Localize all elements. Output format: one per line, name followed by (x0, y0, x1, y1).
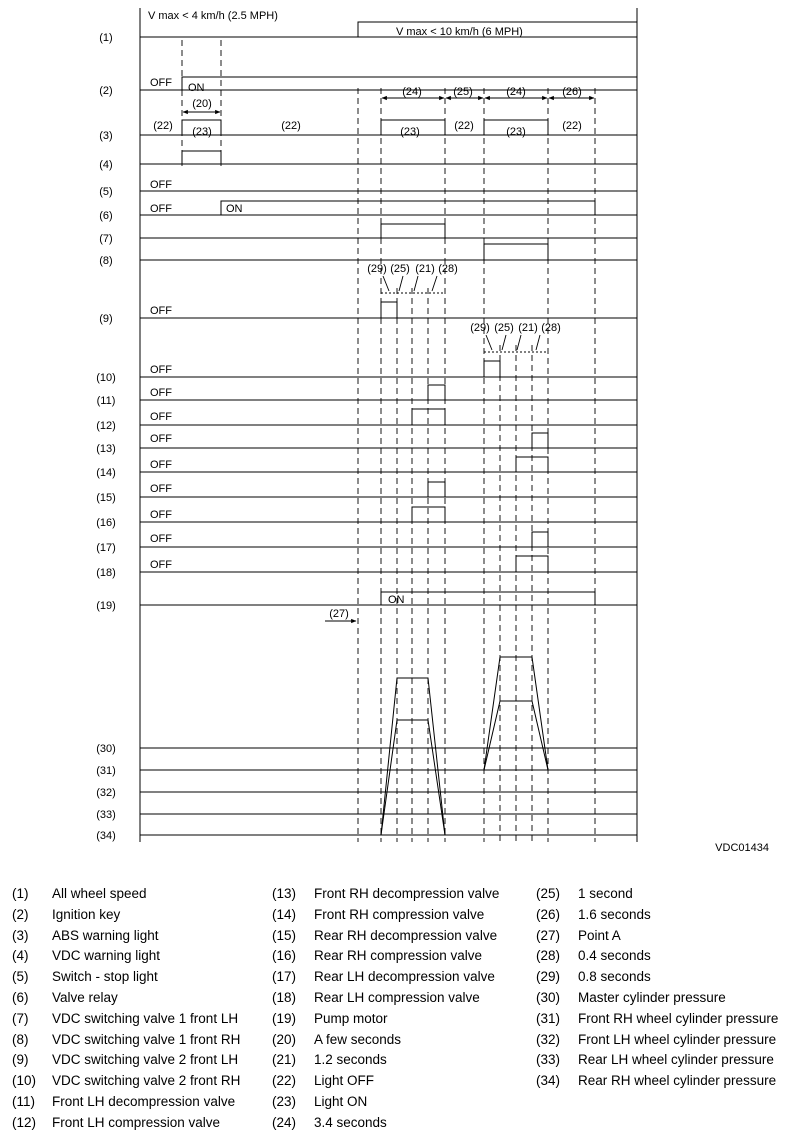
legend-text: All wheel speed (52, 886, 147, 901)
legend-number: (2) (12, 906, 29, 922)
legend-item (272, 905, 499, 926)
legend-number: (34) (536, 1073, 561, 1089)
signal-trace (140, 22, 637, 37)
legend-text: Front RH wheel cylinder pressure (578, 1010, 779, 1026)
legend-number: (23) (272, 1093, 297, 1109)
pressure-trace (381, 678, 445, 835)
legend-number: (28) (536, 948, 561, 964)
speed-low-label: V max < 4 km/h (2.5 MPH) (148, 10, 278, 22)
legend-text: 0.4 seconds (578, 948, 651, 964)
off-label: OFF (150, 459, 172, 471)
legend-text: Front LH compression valve (52, 1114, 221, 1130)
legend-text: ABS warning light (52, 927, 159, 943)
legend-text: Front LH decompression valve (52, 1093, 236, 1109)
row-id: (34) (96, 830, 116, 842)
legend-item (12, 1050, 240, 1071)
legend-item (272, 1030, 499, 1051)
label-leader (502, 335, 506, 350)
legend-text: Ignition key (52, 906, 121, 922)
signal-trace (381, 224, 445, 238)
label-20: (20) (192, 98, 212, 110)
row-id: (1) (99, 32, 113, 44)
legend-text: Light ON (314, 1093, 368, 1109)
off-label: OFF (150, 305, 172, 317)
speed-high-label: V max < 10 km/h (6 MPH) (396, 26, 523, 38)
label-leader (517, 335, 521, 350)
legend-text: Front RH compression valve (314, 906, 485, 922)
row-id: (5) (99, 186, 113, 198)
legend-item (536, 1030, 778, 1051)
legend-number: (5) (12, 969, 29, 985)
off-label: OFF (150, 433, 172, 445)
signal-trace (484, 361, 500, 377)
pressure-trace (484, 657, 548, 770)
legend-text: Rear RH decompression valve (314, 927, 498, 943)
legend-item (272, 988, 499, 1009)
legend-text: Rear RH wheel cylinder pressure (578, 1073, 777, 1089)
label-24: (24) (506, 86, 526, 98)
signal-trace (140, 201, 637, 215)
legend-number: (27) (536, 927, 561, 943)
legend-text: 1.6 seconds (578, 906, 651, 922)
legend-number: (24) (272, 1114, 297, 1130)
off-label: OFF (150, 203, 172, 215)
row-id: (33) (96, 809, 116, 821)
legend-item (272, 1050, 499, 1071)
label-leader (399, 276, 403, 291)
signal-trace (412, 507, 445, 522)
legend-text: Master cylinder pressure (578, 989, 726, 1005)
legend-number: (18) (272, 989, 297, 1005)
legend-text: 3.4 seconds (314, 1114, 387, 1130)
label-22: (22) (281, 120, 301, 132)
legend-number: (14) (272, 906, 297, 922)
off-label: OFF (150, 364, 172, 376)
legend-item (536, 1050, 778, 1071)
legend-item (12, 1009, 240, 1030)
row-id: (11) (96, 395, 116, 407)
label-29: (29) (470, 322, 490, 334)
row-id: (30) (96, 743, 116, 755)
legend-text: Front LH wheel cylinder pressure (578, 1031, 777, 1047)
legend-column-3 (536, 884, 778, 1092)
row-id: (7) (99, 233, 113, 245)
legend-text: 1 second (578, 886, 633, 901)
legend-item (272, 926, 499, 947)
legend-item (272, 1092, 499, 1113)
legend-number: (29) (536, 969, 561, 985)
legend-text: VDC switching valve 1 front LH (52, 1010, 239, 1026)
signal-trace (532, 433, 548, 448)
legend-column-1 (12, 884, 240, 1134)
legend-number: (3) (12, 927, 29, 943)
label-21: (21) (415, 263, 435, 275)
legend-number: (17) (272, 969, 297, 985)
label-23: (23) (192, 126, 212, 138)
row-id: (10) (96, 372, 116, 384)
legend-item (12, 1113, 240, 1134)
legend-item (536, 967, 778, 988)
signal-trace (182, 151, 221, 164)
legend-number: (32) (536, 1031, 561, 1047)
signal-trace (412, 409, 445, 425)
row-id: (19) (96, 600, 116, 612)
label-leader (432, 276, 437, 291)
legend-item (12, 926, 240, 947)
legend-number: (16) (272, 948, 297, 964)
row-id: (12) (96, 420, 116, 432)
legend-text: VDC warning light (52, 948, 161, 964)
row-id: (2) (99, 85, 113, 97)
legend-text: Rear LH decompression valve (314, 969, 495, 985)
legend-item (272, 1009, 499, 1030)
legend-item (12, 988, 240, 1009)
legend-column-2 (272, 884, 499, 1134)
row-id: (32) (96, 787, 116, 799)
legend-item (12, 967, 240, 988)
label-22: (22) (454, 120, 474, 132)
legend-number: (33) (536, 1052, 561, 1068)
label-23: (23) (400, 126, 420, 138)
legend-text: A few seconds (314, 1031, 402, 1047)
legend-number: (12) (12, 1114, 37, 1130)
legend-text: Front RH decompression valve (314, 886, 500, 901)
signal-trace (428, 385, 445, 400)
label-29: (29) (367, 263, 387, 275)
signal-trace (484, 244, 548, 260)
label-leader (383, 276, 389, 291)
label-24: (24) (402, 86, 422, 98)
legend-item (536, 988, 778, 1009)
legend-number: (7) (12, 1010, 29, 1026)
legend-item (536, 1009, 778, 1030)
off-label: OFF (150, 387, 172, 399)
legend-item (12, 1071, 240, 1092)
legend-number: (9) (12, 1052, 29, 1068)
legend-text: Switch - stop light (52, 969, 158, 985)
legend-number: (1) (12, 886, 29, 901)
legend-number: (25) (536, 886, 561, 901)
on-label: ON (388, 594, 405, 606)
label-22: (22) (562, 120, 582, 132)
label-leader (486, 335, 492, 350)
signal-trace (381, 592, 637, 605)
legend-item (12, 1030, 240, 1051)
label-26: (26) (562, 86, 582, 98)
legend-number: (20) (272, 1031, 297, 1047)
legend-item (12, 946, 240, 967)
legend-item (272, 1113, 499, 1134)
legend-item (272, 967, 499, 988)
row-id: (16) (96, 517, 116, 529)
off-label: OFF (150, 533, 172, 545)
row-id: (15) (96, 492, 116, 504)
label-25: (25) (390, 263, 410, 275)
legend-item (536, 905, 778, 926)
legend-number: (8) (12, 1031, 29, 1047)
legend-text: Rear RH compression valve (314, 948, 483, 964)
label-22: (22) (153, 120, 173, 132)
off-label: OFF (150, 483, 172, 495)
legend-text: 1.2 seconds (314, 1052, 387, 1068)
legend-text: VDC switching valve 1 front RH (52, 1031, 241, 1047)
label-leader (536, 335, 540, 350)
legend-text: Rear LH compression valve (314, 989, 480, 1005)
legend-number: (31) (536, 1010, 561, 1026)
signal-trace (532, 532, 548, 547)
legend-number: (10) (12, 1073, 37, 1089)
label-23: (23) (506, 126, 526, 138)
row-id: (8) (99, 255, 113, 267)
legend-text: VDC switching valve 2 front RH (52, 1073, 241, 1089)
legend-item (536, 926, 778, 947)
label-leader (414, 276, 418, 291)
off-label: OFF (150, 509, 172, 521)
legend-text: Rear LH wheel cylinder pressure (578, 1052, 774, 1068)
legend-number: (19) (272, 1010, 297, 1026)
row-id: (14) (96, 467, 116, 479)
legend-item (536, 946, 778, 967)
legend-item (12, 905, 240, 926)
off-label: OFF (150, 179, 172, 191)
row-id: (13) (96, 443, 116, 455)
figure-code: VDC01434 (715, 842, 769, 854)
label-25: (25) (494, 322, 514, 334)
legend-number: (21) (272, 1052, 297, 1068)
label-27: (27) (329, 608, 349, 620)
legend-item (272, 1071, 499, 1092)
row-id: (6) (99, 210, 113, 222)
legend-text: Point A (578, 927, 621, 943)
legend-text: VDC switching valve 2 front LH (52, 1052, 239, 1068)
legend-text: Pump motor (314, 1010, 388, 1026)
legend-number: (13) (272, 886, 297, 901)
row-id: (18) (96, 567, 116, 579)
row-id: (31) (96, 765, 116, 777)
off-label: OFF (150, 559, 172, 571)
signal-trace (428, 482, 445, 497)
off-label: OFF (150, 77, 172, 89)
legend-number: (15) (272, 927, 297, 943)
legend-number: (11) (12, 1093, 36, 1109)
off-label: OFF (150, 411, 172, 423)
row-id: (9) (99, 313, 113, 325)
on-label: ON (188, 82, 205, 94)
legend-number: (22) (272, 1073, 297, 1089)
legend-text: Light OFF (314, 1073, 375, 1089)
label-28: (28) (438, 263, 458, 275)
label-21: (21) (518, 322, 538, 334)
row-id: (3) (99, 130, 113, 142)
legend-number: (4) (12, 948, 29, 964)
legend-text: Valve relay (52, 989, 118, 1005)
label-25: (25) (453, 86, 473, 98)
legend-item (536, 1071, 778, 1092)
on-label: ON (226, 203, 243, 215)
legend-number: (6) (12, 989, 29, 1005)
legend-text: 0.8 seconds (578, 969, 651, 985)
signal-trace (381, 302, 397, 318)
legend-item (272, 946, 499, 967)
legend-item (12, 884, 240, 905)
legend-item (12, 1092, 240, 1113)
label-28: (28) (541, 322, 561, 334)
row-id: (4) (99, 159, 113, 171)
legend-item (272, 884, 499, 905)
legend-number: (30) (536, 989, 561, 1005)
legend-item (536, 884, 778, 905)
row-id: (17) (96, 542, 116, 554)
legend-number: (26) (536, 906, 561, 922)
